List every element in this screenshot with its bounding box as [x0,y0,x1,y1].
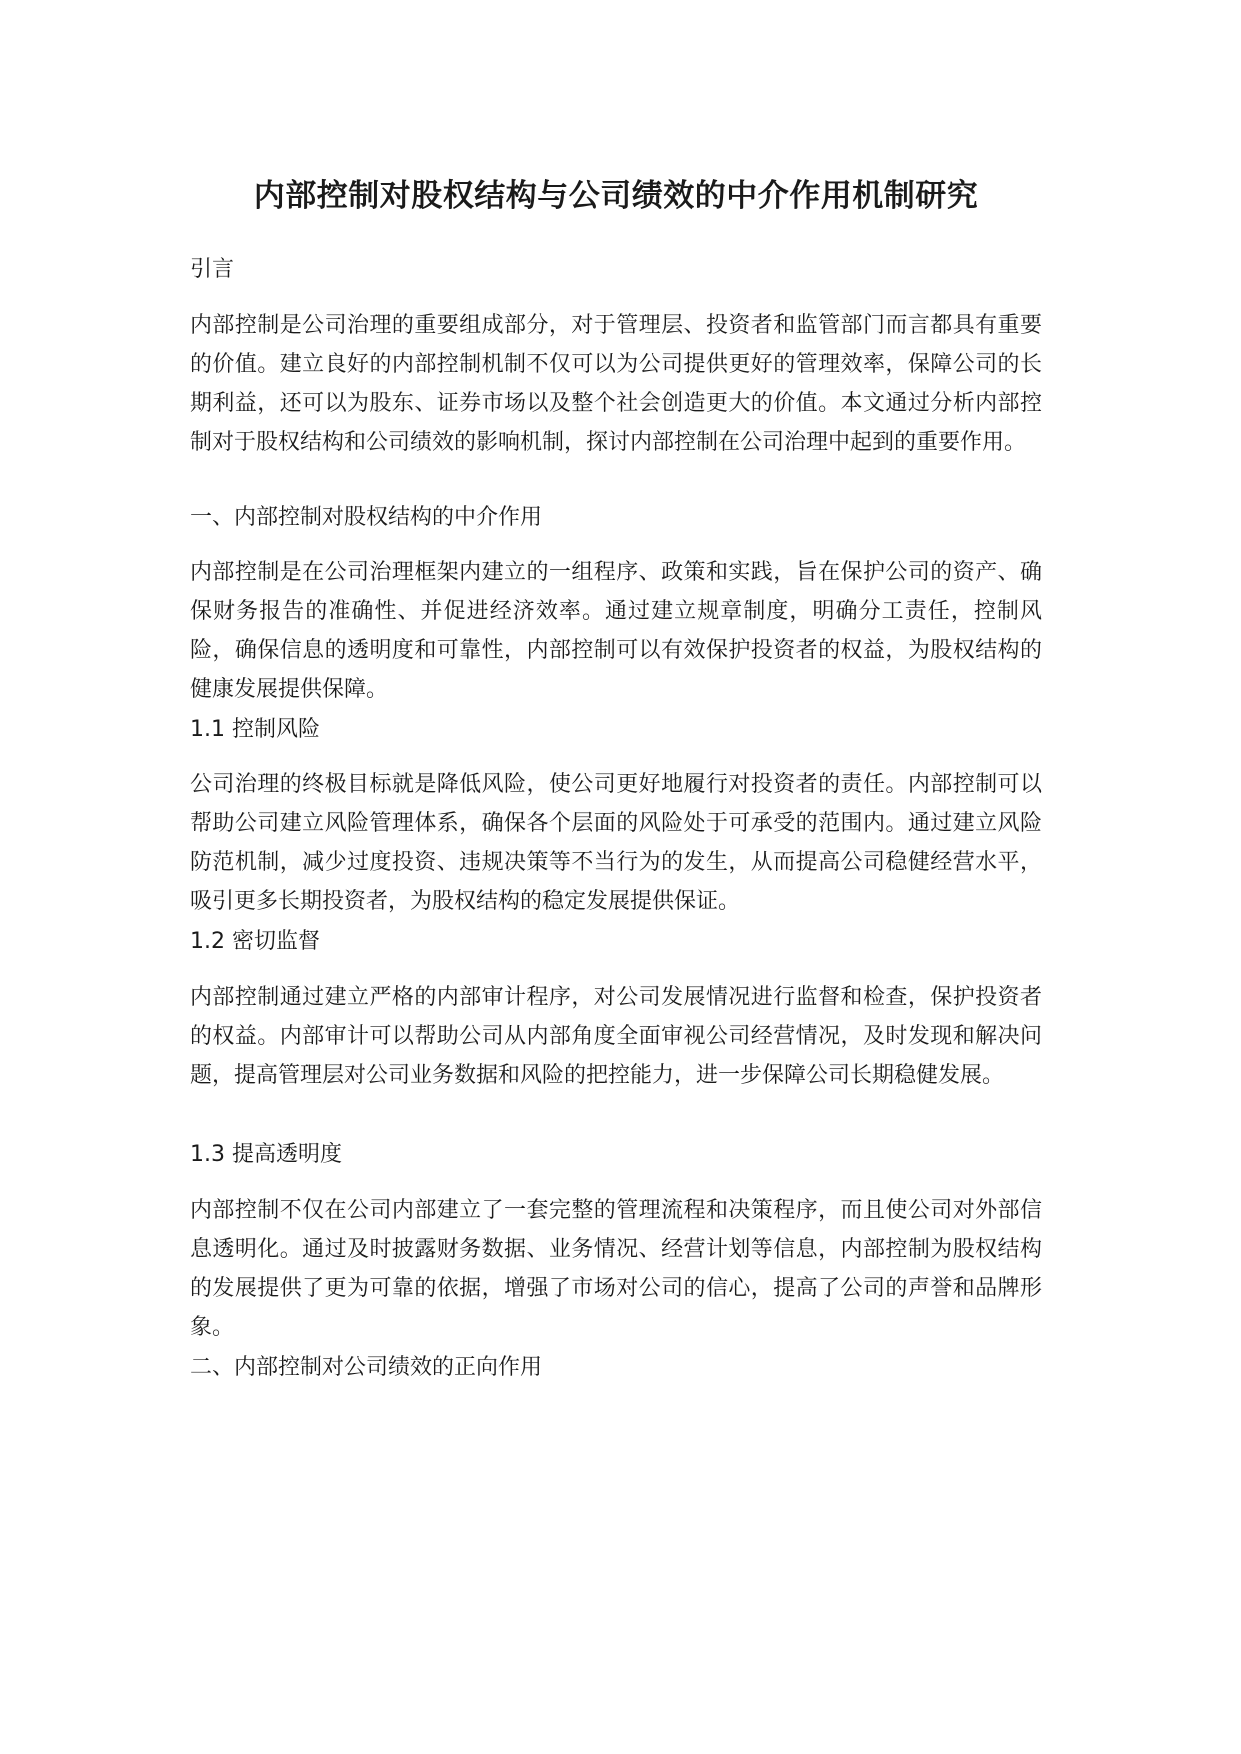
section-heading-2: 二、内部控制对公司绩效的正向作用 [190,1355,543,1380]
subsection-heading-1-3: 1.3 提高透明度 [190,1142,342,1167]
paragraph-subsection-1-2: 内部控制通过建立严格的内部审计程序，对公司发展情况进行监督和检查，保护投资者的权益。内部审计可以帮助公司从内部角度全面审视公司经营情况，及时发现和解决问题，提高管理层对公司业务数据和风险的把控能力，进一步保障公司长期稳健发展。 [190,985,1042,1088]
document-title: 内部控制对股权结构与公司绩效的中介作用机制研究 [253,178,979,214]
paragraph-subsection-1-3: 内部控制不仅在公司内部建立了一套完整的管理流程和决策程序，而且使公司对外部信息透明化。通过及时披露财务数据、业务情况、经营计划等信息，内部控制为股权结构的发展提供了更为可靠的依据，增强了市场对公司的信心，提高了公司的声誉和品牌形象。 [190,1198,1042,1340]
paragraph-intro: 内部控制是公司治理的重要组成部分，对于管理层、投资者和监管部门而言都具有重要的价值。建立良好的内部控制机制不仅可以为公司提供更好的管理效率，保障公司的长期利益，还可以为股东、证券市场以及整个社会创造更大的价值。本文通过分析内部控制对于股权结构和公司绩效的影响机制，探讨内部控制在公司治理中起到的重要作用。 [190,313,1042,455]
section-heading-intro: 引言 [190,257,235,282]
subsection-heading-1-1: 1.1 控制风险 [190,717,320,742]
section-heading-1: 一、内部控制对股权结构的中介作用 [190,505,543,530]
subsection-heading-1-2: 1.2 密切监督 [190,929,320,954]
paragraph-subsection-1-1: 公司治理的终极目标就是降低风险，使公司更好地履行对投资者的责任。内部控制可以帮助公司建立风险管理体系，确保各个层面的风险处于可承受的范围内。通过建立风险防范机制，减少过度投资、违规决策等不当行为的发生，从而提高公司稳健经营水平，吸引更多长期投资者，为股权结构的稳定发展提供保证。 [190,772,1042,914]
paragraph-section-1: 内部控制是在公司治理框架内建立的一组程序、政策和实践，旨在保护公司的资产、确保财务报告的准确性、并促进经济效率。通过建立规章制度，明确分工责任，控制风险，确保信息的透明度和可靠性，内部控制可以有效保护投资者的权益，为股权结构的健康发展提供保障。 [190,560,1042,702]
document-page [190,0,1042,1754]
